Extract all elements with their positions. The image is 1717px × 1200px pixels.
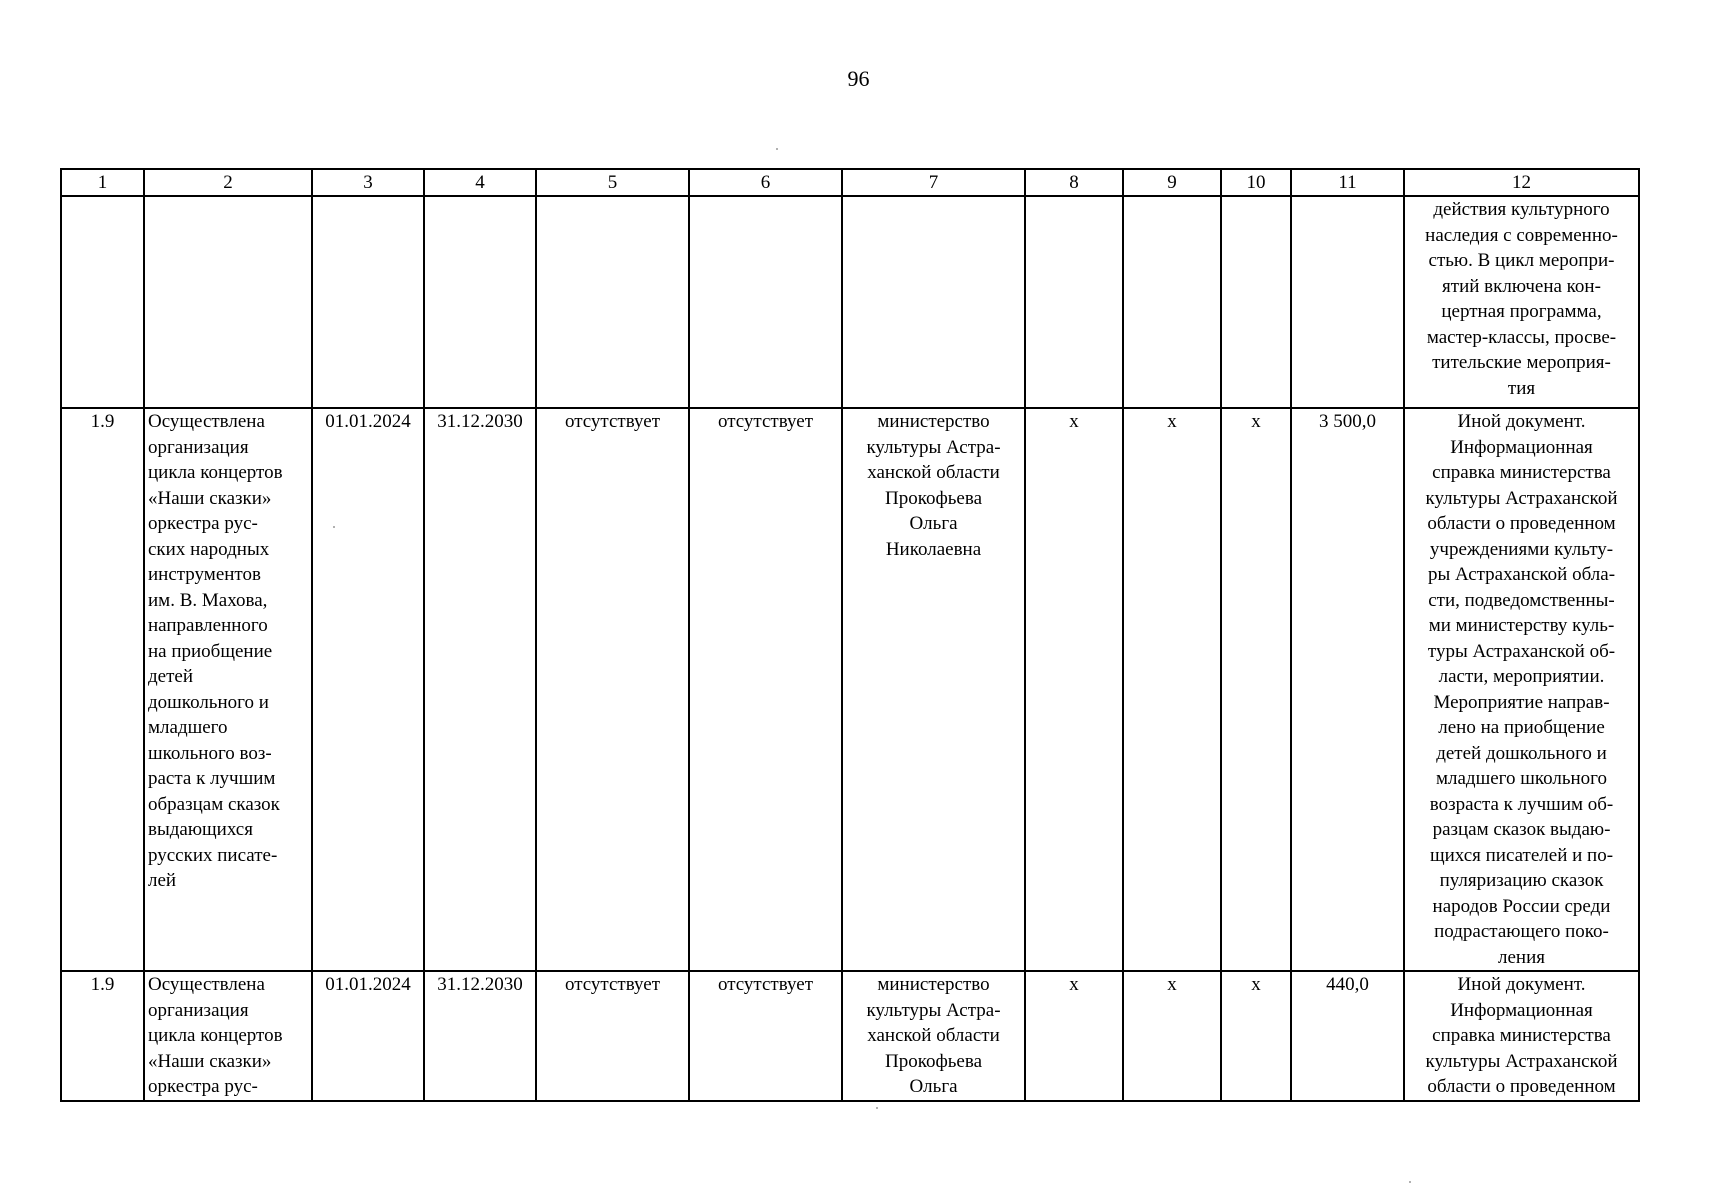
responsible [842, 196, 1025, 408]
cell-col10 [1221, 196, 1291, 408]
cell-col6: отсутствует [689, 971, 842, 1101]
column-header: 12 [1404, 169, 1639, 196]
responsible: министерство культуры Астра- ханской области Прокофьева Ольга Николаевна [842, 408, 1025, 971]
table-row [61, 196, 1639, 408]
document-description: Иной документ. Информационная справка министерства культуры Астраханской области о проведенном учреждениями культу- ры Астраханской обла- сти, подведомственны- ми министерству куль- туры Астраханской об- ласти, мероприятии. Мероприятие направ- лено на приобщение детей дошкольного и младшего школьного возраста к лучшим об- разцам сказок выдаю- щихся писателей и по- пуляризацию сказок народов России среди подрастающего поко- ления [1404, 408, 1639, 971]
row-number: 1.9 [61, 971, 144, 1101]
end-date: 31.12.2030 [424, 408, 536, 971]
responsible: министерство культуры Астра- ханской области Прокофьева Ольга [842, 971, 1025, 1101]
start-date: 01.01.2024 [312, 408, 424, 971]
start-date [312, 196, 424, 408]
amount: 3 500,0 [1291, 408, 1404, 971]
column-header: 5 [536, 169, 689, 196]
event-name: Осуществлена организация цикла концертов «Наши сказки» оркестра рус- ских народных инструментов им. В. Махова, направленного на приобщение детей дошкольного и младшего школьного воз- раста к лучшим образцам сказок выдающихся русских писате- лей [144, 408, 312, 971]
page-number: 96 [847, 66, 870, 91]
scan-speck [876, 1107, 878, 1109]
end-date: 31.12.2030 [424, 971, 536, 1101]
column-header: 6 [689, 169, 842, 196]
events-table [60, 168, 1640, 1102]
amount: 440,0 [1291, 971, 1404, 1101]
cell-col8: x [1025, 971, 1123, 1101]
scan-speck [1409, 1181, 1411, 1183]
column-header: 1 [61, 169, 144, 196]
header-row [61, 169, 1639, 196]
column-header: 2 [144, 169, 312, 196]
table-row [61, 408, 1639, 971]
scan-speck [333, 526, 335, 528]
event-name: Осуществлена организация цикла концертов «Наши сказки» оркестра рус- [144, 971, 312, 1101]
cell-col6: отсутствует [689, 408, 842, 971]
column-header: 11 [1291, 169, 1404, 196]
cell-col6 [689, 196, 842, 408]
column-header: 8 [1025, 169, 1123, 196]
end-date [424, 196, 536, 408]
cell-col5: отсутствует [536, 408, 689, 971]
document-description: действия культурного наследия с современно- стью. В цикл меропри- ятий включена кон- цертная программа, мастер-классы, просве- тительские мероприя- тия [1404, 196, 1639, 408]
table-row [61, 971, 1639, 1101]
row-number [61, 196, 144, 408]
cell-col9: x [1123, 971, 1221, 1101]
cell-col10: x [1221, 408, 1291, 971]
column-header: 3 [312, 169, 424, 196]
cell-col5: отсутствует [536, 971, 689, 1101]
document-description: Иной документ. Информационная справка министерства культуры Астраханской области о проведенном [1404, 971, 1639, 1101]
column-header: 9 [1123, 169, 1221, 196]
amount [1291, 196, 1404, 408]
column-header: 4 [424, 169, 536, 196]
cell-col5 [536, 196, 689, 408]
event-name [144, 196, 312, 408]
start-date: 01.01.2024 [312, 971, 424, 1101]
cell-col9 [1123, 196, 1221, 408]
cell-col10: x [1221, 971, 1291, 1101]
cell-col8 [1025, 196, 1123, 408]
row-number: 1.9 [61, 408, 144, 971]
scan-speck [776, 148, 778, 150]
cell-col9: x [1123, 408, 1221, 971]
column-header: 7 [842, 169, 1025, 196]
column-header: 10 [1221, 169, 1291, 196]
cell-col8: x [1025, 408, 1123, 971]
